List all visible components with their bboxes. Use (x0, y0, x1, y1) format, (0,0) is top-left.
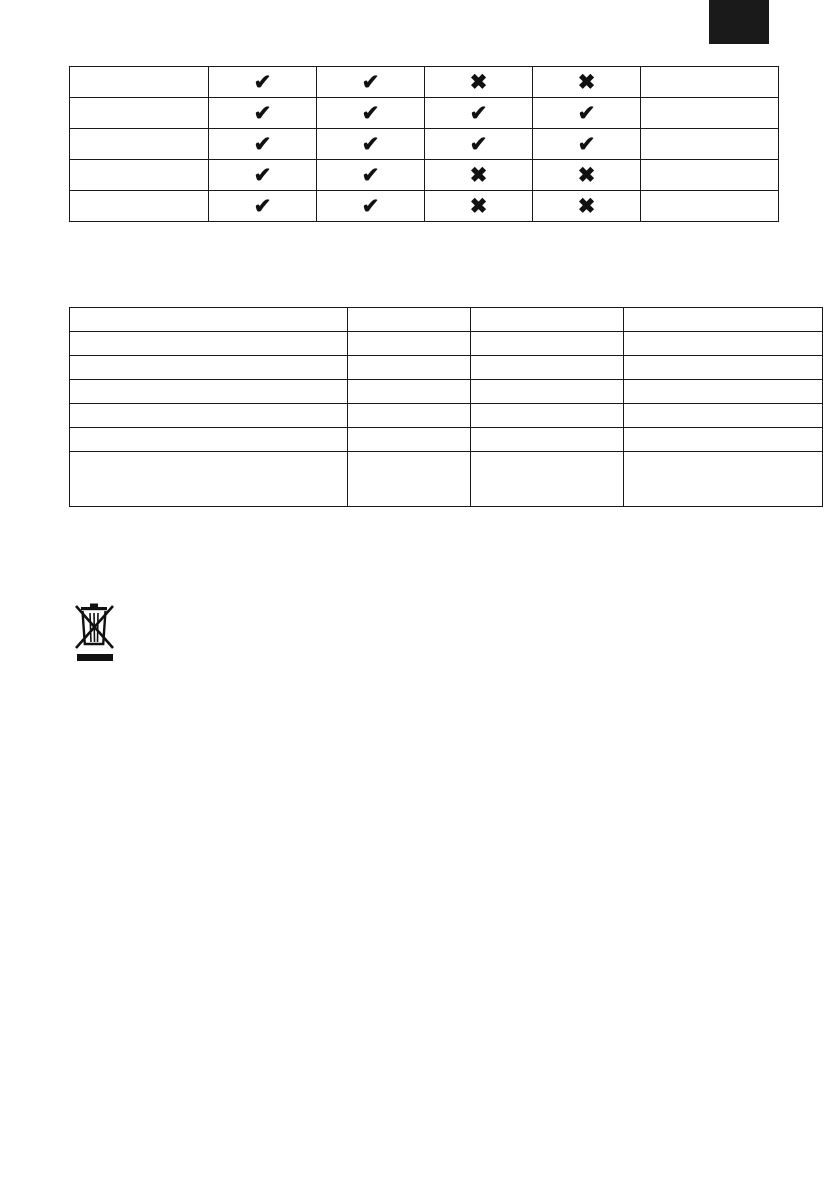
check-mark-icon (362, 134, 380, 155)
spec-value-cell (471, 404, 624, 428)
mark-cell (317, 129, 425, 160)
table-row (70, 129, 779, 160)
specification-table-body (70, 308, 823, 507)
mark-cell (425, 160, 533, 191)
table-row (70, 191, 779, 222)
row-note-cell (641, 129, 779, 160)
spec-value-cell (624, 356, 823, 380)
check-mark-icon (470, 103, 488, 124)
check-mark-icon (254, 72, 272, 93)
mark-cell (209, 160, 317, 191)
spec-value-cell (471, 308, 624, 332)
check-mark-icon (362, 165, 380, 186)
spec-value-cell (624, 428, 823, 452)
table-row (70, 332, 823, 356)
mark-cell (533, 191, 641, 222)
mark-cell (209, 67, 317, 98)
spec-value-cell (471, 356, 624, 380)
check-mark-icon (254, 165, 272, 186)
spec-value-cell (348, 380, 471, 404)
table-row (70, 356, 823, 380)
check-mark-icon (578, 103, 596, 124)
row-note-cell (641, 160, 779, 191)
table-row (70, 380, 823, 404)
check-mark-icon (254, 196, 272, 217)
check-mark-icon (578, 134, 596, 155)
check-mark-icon (362, 196, 380, 217)
spec-name-cell (70, 308, 348, 332)
row-note-cell (641, 67, 779, 98)
spec-name-cell (70, 380, 348, 404)
spec-value-cell (624, 404, 823, 428)
row-label-cell (70, 191, 209, 222)
table-row (70, 452, 823, 507)
mark-cell (209, 191, 317, 222)
spec-value-cell (624, 332, 823, 356)
row-label-cell (70, 129, 209, 160)
table-row (70, 404, 823, 428)
mark-cell (425, 98, 533, 129)
spec-name-cell (70, 404, 348, 428)
mark-cell (533, 98, 641, 129)
spec-value-cell (348, 356, 471, 380)
check-mark-icon (362, 103, 380, 124)
mark-cell (317, 98, 425, 129)
table-row (70, 67, 779, 98)
spec-value-cell (471, 428, 624, 452)
row-note-cell (641, 191, 779, 222)
spec-value-cell (471, 452, 624, 507)
spec-name-cell (70, 332, 348, 356)
table-row (70, 308, 823, 332)
cross-mark-icon (470, 72, 488, 93)
specification-table (69, 307, 823, 507)
spec-value-cell (624, 380, 823, 404)
mark-cell (425, 67, 533, 98)
row-label-cell (70, 67, 209, 98)
spec-value-cell (471, 380, 624, 404)
spec-name-cell (70, 452, 348, 507)
spec-value-cell (348, 428, 471, 452)
page-corner-marker (709, 0, 769, 44)
mark-cell (533, 129, 641, 160)
crossed-out-wheelie-bin-icon (74, 600, 120, 672)
compatibility-table (69, 66, 779, 222)
row-label-cell (70, 160, 209, 191)
spec-name-cell (70, 356, 348, 380)
check-mark-icon (470, 134, 488, 155)
mark-cell (317, 191, 425, 222)
cross-mark-icon (470, 165, 488, 186)
spec-value-cell (348, 332, 471, 356)
spec-name-cell (70, 428, 348, 452)
spec-value-cell (348, 452, 471, 507)
compatibility-table-body (70, 67, 779, 222)
mark-cell (425, 191, 533, 222)
table-row (70, 98, 779, 129)
cross-mark-icon (470, 196, 488, 217)
mark-cell (317, 160, 425, 191)
table-row (70, 160, 779, 191)
mark-cell (533, 160, 641, 191)
table-row (70, 428, 823, 452)
spec-value-cell (624, 452, 823, 507)
row-note-cell (641, 98, 779, 129)
check-mark-icon (362, 72, 380, 93)
mark-cell (425, 129, 533, 160)
mark-cell (317, 67, 425, 98)
mark-cell (533, 67, 641, 98)
spec-value-cell (624, 308, 823, 332)
cross-mark-icon (578, 72, 596, 93)
cross-mark-icon (578, 165, 596, 186)
spec-value-cell (348, 308, 471, 332)
mark-cell (209, 98, 317, 129)
spec-value-cell (348, 404, 471, 428)
mark-cell (209, 129, 317, 160)
check-mark-icon (254, 134, 272, 155)
row-label-cell (70, 98, 209, 129)
check-mark-icon (254, 103, 272, 124)
spec-value-cell (471, 332, 624, 356)
cross-mark-icon (578, 196, 596, 217)
